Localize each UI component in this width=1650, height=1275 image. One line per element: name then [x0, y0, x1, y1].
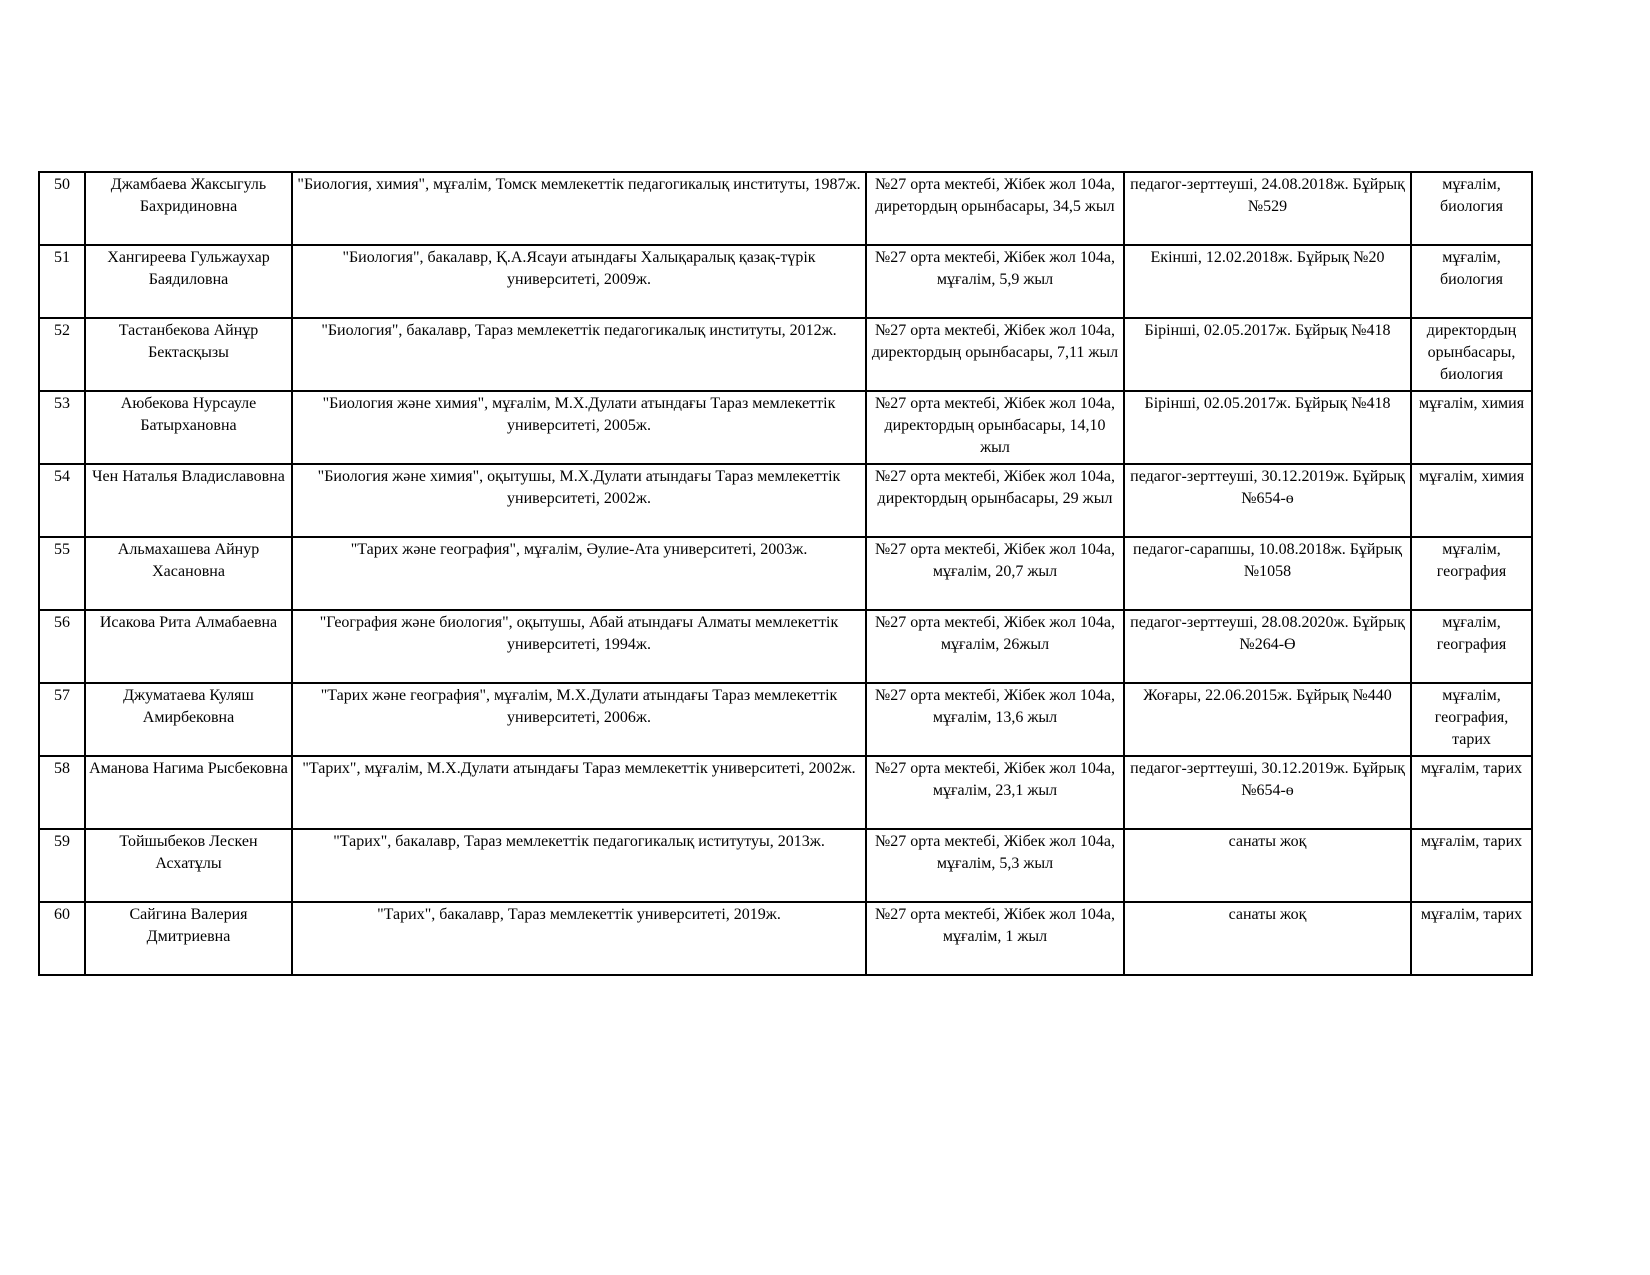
qualification-category: Бірінші, 02.05.2017ж. Бұйрық №418 [1124, 318, 1411, 391]
teacher-name: Аманова Нагима Рысбековна [85, 756, 292, 829]
qualification-category: педагог-зерттеуші, 28.08.2020ж. Бұйрық №264-Ө [1124, 610, 1411, 683]
staff-table [38, 171, 1533, 976]
qualification-category: санаты жоқ [1124, 829, 1411, 902]
position: мұғалім, биология [1411, 172, 1532, 245]
document-sheet [38, 171, 1533, 976]
row-number: 57 [39, 683, 85, 756]
table-row [39, 756, 1532, 829]
teacher-name: Исакова Рита Алмабаевна [85, 610, 292, 683]
workplace: №27 орта мектебі, Жібек жол 104а, мұғалім, 5,9 жыл [866, 245, 1124, 318]
teacher-name: Джамбаева Жаксыгуль Бахридиновна [85, 172, 292, 245]
qualification-category: педагог-зерттеуші, 24.08.2018ж. Бұйрық №529 [1124, 172, 1411, 245]
qualification-category: педагог-сарапшы, 10.08.2018ж. Бұйрық №1058 [1124, 537, 1411, 610]
teacher-name: Сайгина Валерия Дмитриевна [85, 902, 292, 975]
position: мұғалім, география, тарих [1411, 683, 1532, 756]
qualification-category: Бірінші, 02.05.2017ж. Бұйрық №418 [1124, 391, 1411, 464]
education: "Биология және химия", мұғалім, М.Х.Дулати атындағы Тараз мемлекеттік университеті, 2005ж. [292, 391, 866, 464]
row-number: 60 [39, 902, 85, 975]
position: мұғалім, тарих [1411, 829, 1532, 902]
table-row [39, 172, 1532, 245]
table-row [39, 391, 1532, 464]
position: мұғалім, тарих [1411, 902, 1532, 975]
education: "Тарих", мұғалім, М.Х.Дулати атындағы Тараз мемлекеттік университеті, 2002ж. [292, 756, 866, 829]
qualification-category: Екінші, 12.02.2018ж. Бұйрық №20 [1124, 245, 1411, 318]
row-number: 55 [39, 537, 85, 610]
position: мұғалім, тарих [1411, 756, 1532, 829]
teacher-name: Джуматаева Куляш Амирбековна [85, 683, 292, 756]
qualification-category: педагог-зерттеуші, 30.12.2019ж. Бұйрық №654-ө [1124, 756, 1411, 829]
position: мұғалім, химия [1411, 391, 1532, 464]
teacher-name: Альмахашева Айнур Хасановна [85, 537, 292, 610]
education: "География және биология", оқытушы, Абай атындағы Алматы мемлекеттік университеті, 1994ж. [292, 610, 866, 683]
table-row [39, 537, 1532, 610]
table-row [39, 829, 1532, 902]
education: "Тарих және география", мұғалім, М.Х.Дулати атындағы Тараз мемлекеттік университеті, 2006ж. [292, 683, 866, 756]
qualification-category: Жоғары, 22.06.2015ж. Бұйрық №440 [1124, 683, 1411, 756]
row-number: 51 [39, 245, 85, 318]
table-row [39, 464, 1532, 537]
table-row [39, 683, 1532, 756]
education: "Биология, химия", мұғалім, Томск мемлекеттік педагогикалық институты, 1987ж. [292, 172, 866, 245]
workplace: №27 орта мектебі, Жібек жол 104а, мұғалім, 5,3 жыл [866, 829, 1124, 902]
education: "Биология", бакалавр, Қ.А.Ясауи атындағы Халықаралық қазақ-түрік университеті, 2009ж. [292, 245, 866, 318]
workplace: №27 орта мектебі, Жібек жол 104а, директордың орынбасары, 14,10 жыл [866, 391, 1124, 464]
position: мұғалім, география [1411, 610, 1532, 683]
table-row [39, 318, 1532, 391]
qualification-category: педагог-зерттеуші, 30.12.2019ж. Бұйрық №654-ө [1124, 464, 1411, 537]
table-row [39, 610, 1532, 683]
position: мұғалім, химия [1411, 464, 1532, 537]
teacher-name: Тойшыбеков Лескен Асхатұлы [85, 829, 292, 902]
position: мұғалім, география [1411, 537, 1532, 610]
workplace: №27 орта мектебі, Жібек жол 104а, директордың орынбасары, 7,11 жыл [866, 318, 1124, 391]
workplace: №27 орта мектебі, Жібек жол 104а, диретордың орынбасары, 34,5 жыл [866, 172, 1124, 245]
row-number: 53 [39, 391, 85, 464]
workplace: №27 орта мектебі, Жібек жол 104а, мұғалім, 1 жыл [866, 902, 1124, 975]
education: "Биология және химия", оқытушы, М.Х.Дулати атындағы Тараз мемлекеттік университеті, 2002ж. [292, 464, 866, 537]
table-row [39, 902, 1532, 975]
education: "Тарих", бакалавр, Тараз мемлекеттік университеті, 2019ж. [292, 902, 866, 975]
table-row [39, 245, 1532, 318]
row-number: 56 [39, 610, 85, 683]
teacher-name: Хангиреева Гульжаухар Баядиловна [85, 245, 292, 318]
education: "Биология", бакалавр, Тараз мемлекеттік педагогикалық институты, 2012ж. [292, 318, 866, 391]
education: "Тарих және география", мұғалім, Әулие-Ата университеті, 2003ж. [292, 537, 866, 610]
position: мұғалім, биология [1411, 245, 1532, 318]
row-number: 50 [39, 172, 85, 245]
workplace: №27 орта мектебі, Жібек жол 104а, мұғалім, 26жыл [866, 610, 1124, 683]
position: директордың орынбасары, биология [1411, 318, 1532, 391]
education: "Тарих", бакалавр, Тараз мемлекеттік педагогикалық иститутуы, 2013ж. [292, 829, 866, 902]
qualification-category: санаты жоқ [1124, 902, 1411, 975]
teacher-name: Аюбекова Нурсауле Батырхановна [85, 391, 292, 464]
workplace: №27 орта мектебі, Жібек жол 104а, мұғалім, 13,6 жыл [866, 683, 1124, 756]
workplace: №27 орта мектебі, Жібек жол 104а, директордың орынбасары, 29 жыл [866, 464, 1124, 537]
workplace: №27 орта мектебі, Жібек жол 104а, мұғалім, 23,1 жыл [866, 756, 1124, 829]
teacher-name: Тастанбекова Айнұр Бектасқызы [85, 318, 292, 391]
workplace: №27 орта мектебі, Жібек жол 104а, мұғалім, 20,7 жыл [866, 537, 1124, 610]
staff-table-body [39, 172, 1532, 975]
row-number: 54 [39, 464, 85, 537]
row-number: 58 [39, 756, 85, 829]
teacher-name: Чен Наталья Владиславовна [85, 464, 292, 537]
row-number: 52 [39, 318, 85, 391]
row-number: 59 [39, 829, 85, 902]
